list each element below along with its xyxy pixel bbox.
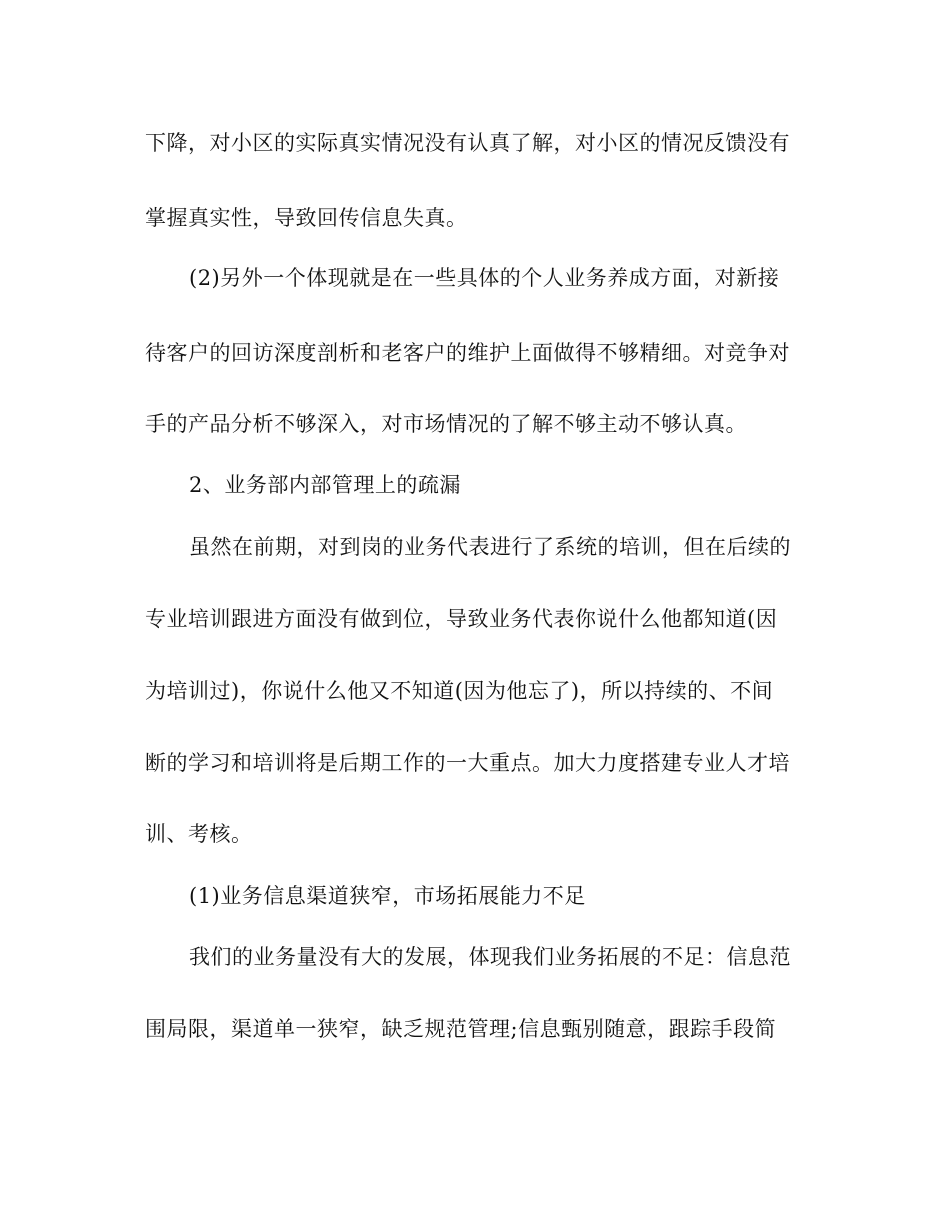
section-heading: 2、业务部内部管理上的疏漏 <box>189 473 461 497</box>
paragraph-line: 手的产品分析不够深入，对市场情况的了解不够主动不够认真。 <box>145 412 747 436</box>
subsection-heading: (1)业务信息渠道狭窄，市场拓展能力不足 <box>189 884 586 908</box>
paragraph-line: 为培训过)，你说什么他又不知道(因为他忘了)，所以持续的、不间 <box>145 679 774 703</box>
paragraph-line: 训、考核。 <box>145 822 253 846</box>
paragraph-line: 围局限，渠道单一狭窄，缺乏规范管理;信息甄别随意，跟踪手段简 <box>145 1017 777 1041</box>
paragraph-line: 待客户的回访深度剖析和老客户的维护上面做得不够精细。对竞争对 <box>145 341 790 365</box>
paragraph-line: 掌握真实性，导致回传信息失真。 <box>145 206 468 230</box>
paragraph-line: 我们的业务量没有大的发展，体现我们业务拓展的不足：信息范 <box>189 945 791 969</box>
paragraph-line: 虽然在前期，对到岗的业务代表进行了系统的培训，但在后续的 <box>189 535 791 559</box>
paragraph-line: 专业培训跟进方面没有做到位，导致业务代表你说什么他都知道(因 <box>145 607 778 631</box>
paragraph-line: (2)另外一个体现就是在一些具体的个人业务养成方面，对新接 <box>189 266 780 290</box>
paragraph-line: 断的学习和培训将是后期工作的一大重点。加大力度搭建专业人才培 <box>145 751 790 775</box>
paragraph-line: 下降，对小区的实际真实情况没有认真了解，对小区的情况反馈没有 <box>145 131 790 155</box>
